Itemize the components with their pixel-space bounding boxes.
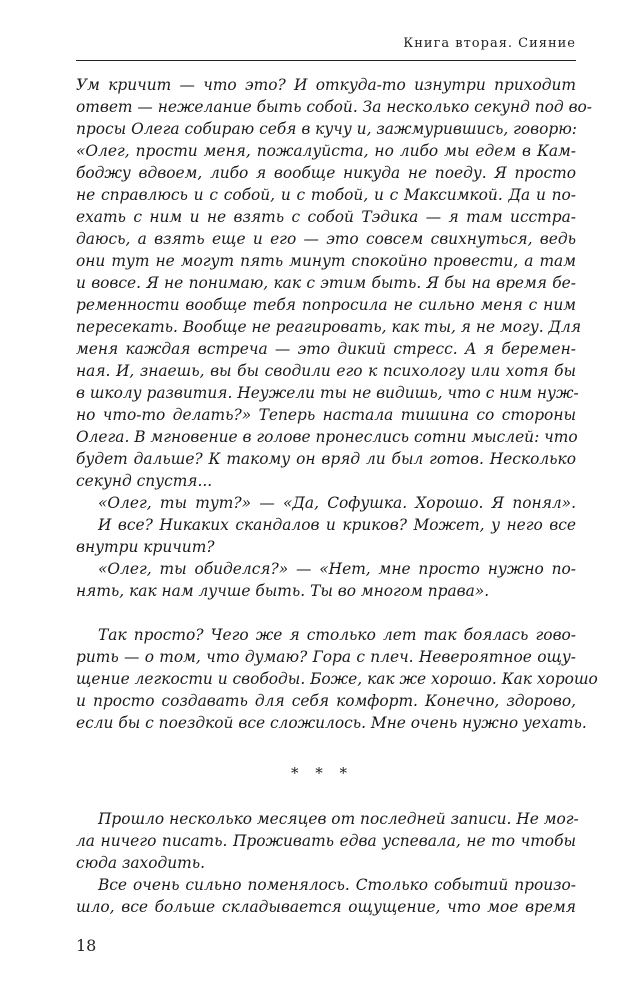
text-line: внутри кричит? bbox=[76, 538, 215, 556]
text-line: сюда заходить. bbox=[76, 854, 206, 872]
text-line: и вовсе. Я не понимаю, как с этим быть. Я бы на время бе- bbox=[76, 274, 576, 292]
text-line: даюсь, а взять еще и его — это совсем свихнуться, ведь bbox=[76, 230, 576, 248]
text-line: будет дальше? К такому он вряд ли был готов. Несколько bbox=[76, 450, 576, 468]
text-line: не справлюсь и с собой, и с тобой, и с Максимкой. Да и по- bbox=[76, 186, 576, 204]
text-line: секунд спустя... bbox=[76, 472, 213, 490]
text-line: Прошло несколько месяцев от последней записи. Не мог- bbox=[98, 810, 579, 828]
text-line: ла ничего писать. Проживать едва успевала, не то чтобы bbox=[76, 832, 576, 850]
text-line: «Олег, прости меня, пожалуйста, но либо мы едем в Кам- bbox=[76, 142, 576, 160]
text-line: но что-то делать?» Теперь настала тишина со стороны bbox=[76, 406, 576, 424]
text-line: ная. И, знаешь, вы бы сводили его к психологу или хотя бы bbox=[76, 362, 576, 380]
text-line: «Олег, ты тут?» — «Да, Софушка. Хорошо. Я понял». bbox=[98, 494, 576, 512]
text-line: просы Олега собираю себя в кучу и, зажмурившись, говорю: bbox=[76, 120, 577, 138]
text-line: ехать с ним и не взять с собой Тэдика — я там исстра- bbox=[76, 208, 576, 226]
text-line: Так просто? Чего же я столько лет так боялась гово- bbox=[98, 626, 576, 644]
text-line: и просто создавать для себя комфорт. Конечно, здорово, bbox=[76, 692, 576, 710]
section-separator: * * * bbox=[290, 764, 354, 782]
text-line: меня каждая встреча — это дикий стресс. А я беремен- bbox=[76, 340, 576, 358]
text-line: нять, как нам лучше быть. Ты во многом права». bbox=[76, 582, 490, 600]
page-number: 18 bbox=[76, 936, 97, 955]
text-line: пересекать. Вообще не реагировать, как ты, я не могу. Для bbox=[76, 318, 582, 336]
header-rule bbox=[76, 60, 576, 61]
text-line: в школу развития. Неужели ты не видишь, что с ним нуж- bbox=[76, 384, 579, 402]
text-line: И все? Никаких скандалов и криков? Может, у него все bbox=[98, 516, 576, 534]
text-line: шло, все больше складывается ощущение, что мое время bbox=[76, 898, 576, 916]
text-line: рить — о том, что думаю? Гора с плеч. Невероятное ощу- bbox=[76, 648, 576, 666]
text-line: щение легкости и свободы. Боже, как же хорошо. Как хорошо bbox=[76, 670, 598, 688]
text-line: «Олег, ты обиделся?» — «Нет, мне просто нужно по- bbox=[98, 560, 576, 578]
text-line: Все очень сильно поменялось. Столько событий произо- bbox=[98, 876, 576, 894]
running-head: Книга вторая. Сияние bbox=[403, 36, 576, 51]
text-line: Олега. В мгновение в голове пронеслись сотни мыслей: что bbox=[76, 428, 578, 446]
text-line: если бы с поездкой все сложилось. Мне очень нужно уехать. bbox=[76, 714, 587, 732]
text-line: ответ — нежелание быть собой. За несколько секунд под во- bbox=[76, 98, 592, 116]
text-line: они тут не могут пять минут спокойно провести, а там bbox=[76, 252, 576, 270]
text-line: боджу вдвоем, либо я вообще никуда не поеду. Я просто bbox=[76, 164, 576, 182]
text-line: Ум кричит — что это? И откуда-то изнутри приходит bbox=[76, 76, 576, 94]
text-line: ременности вообще тебя попросила не сильно меня с ним bbox=[76, 296, 576, 314]
